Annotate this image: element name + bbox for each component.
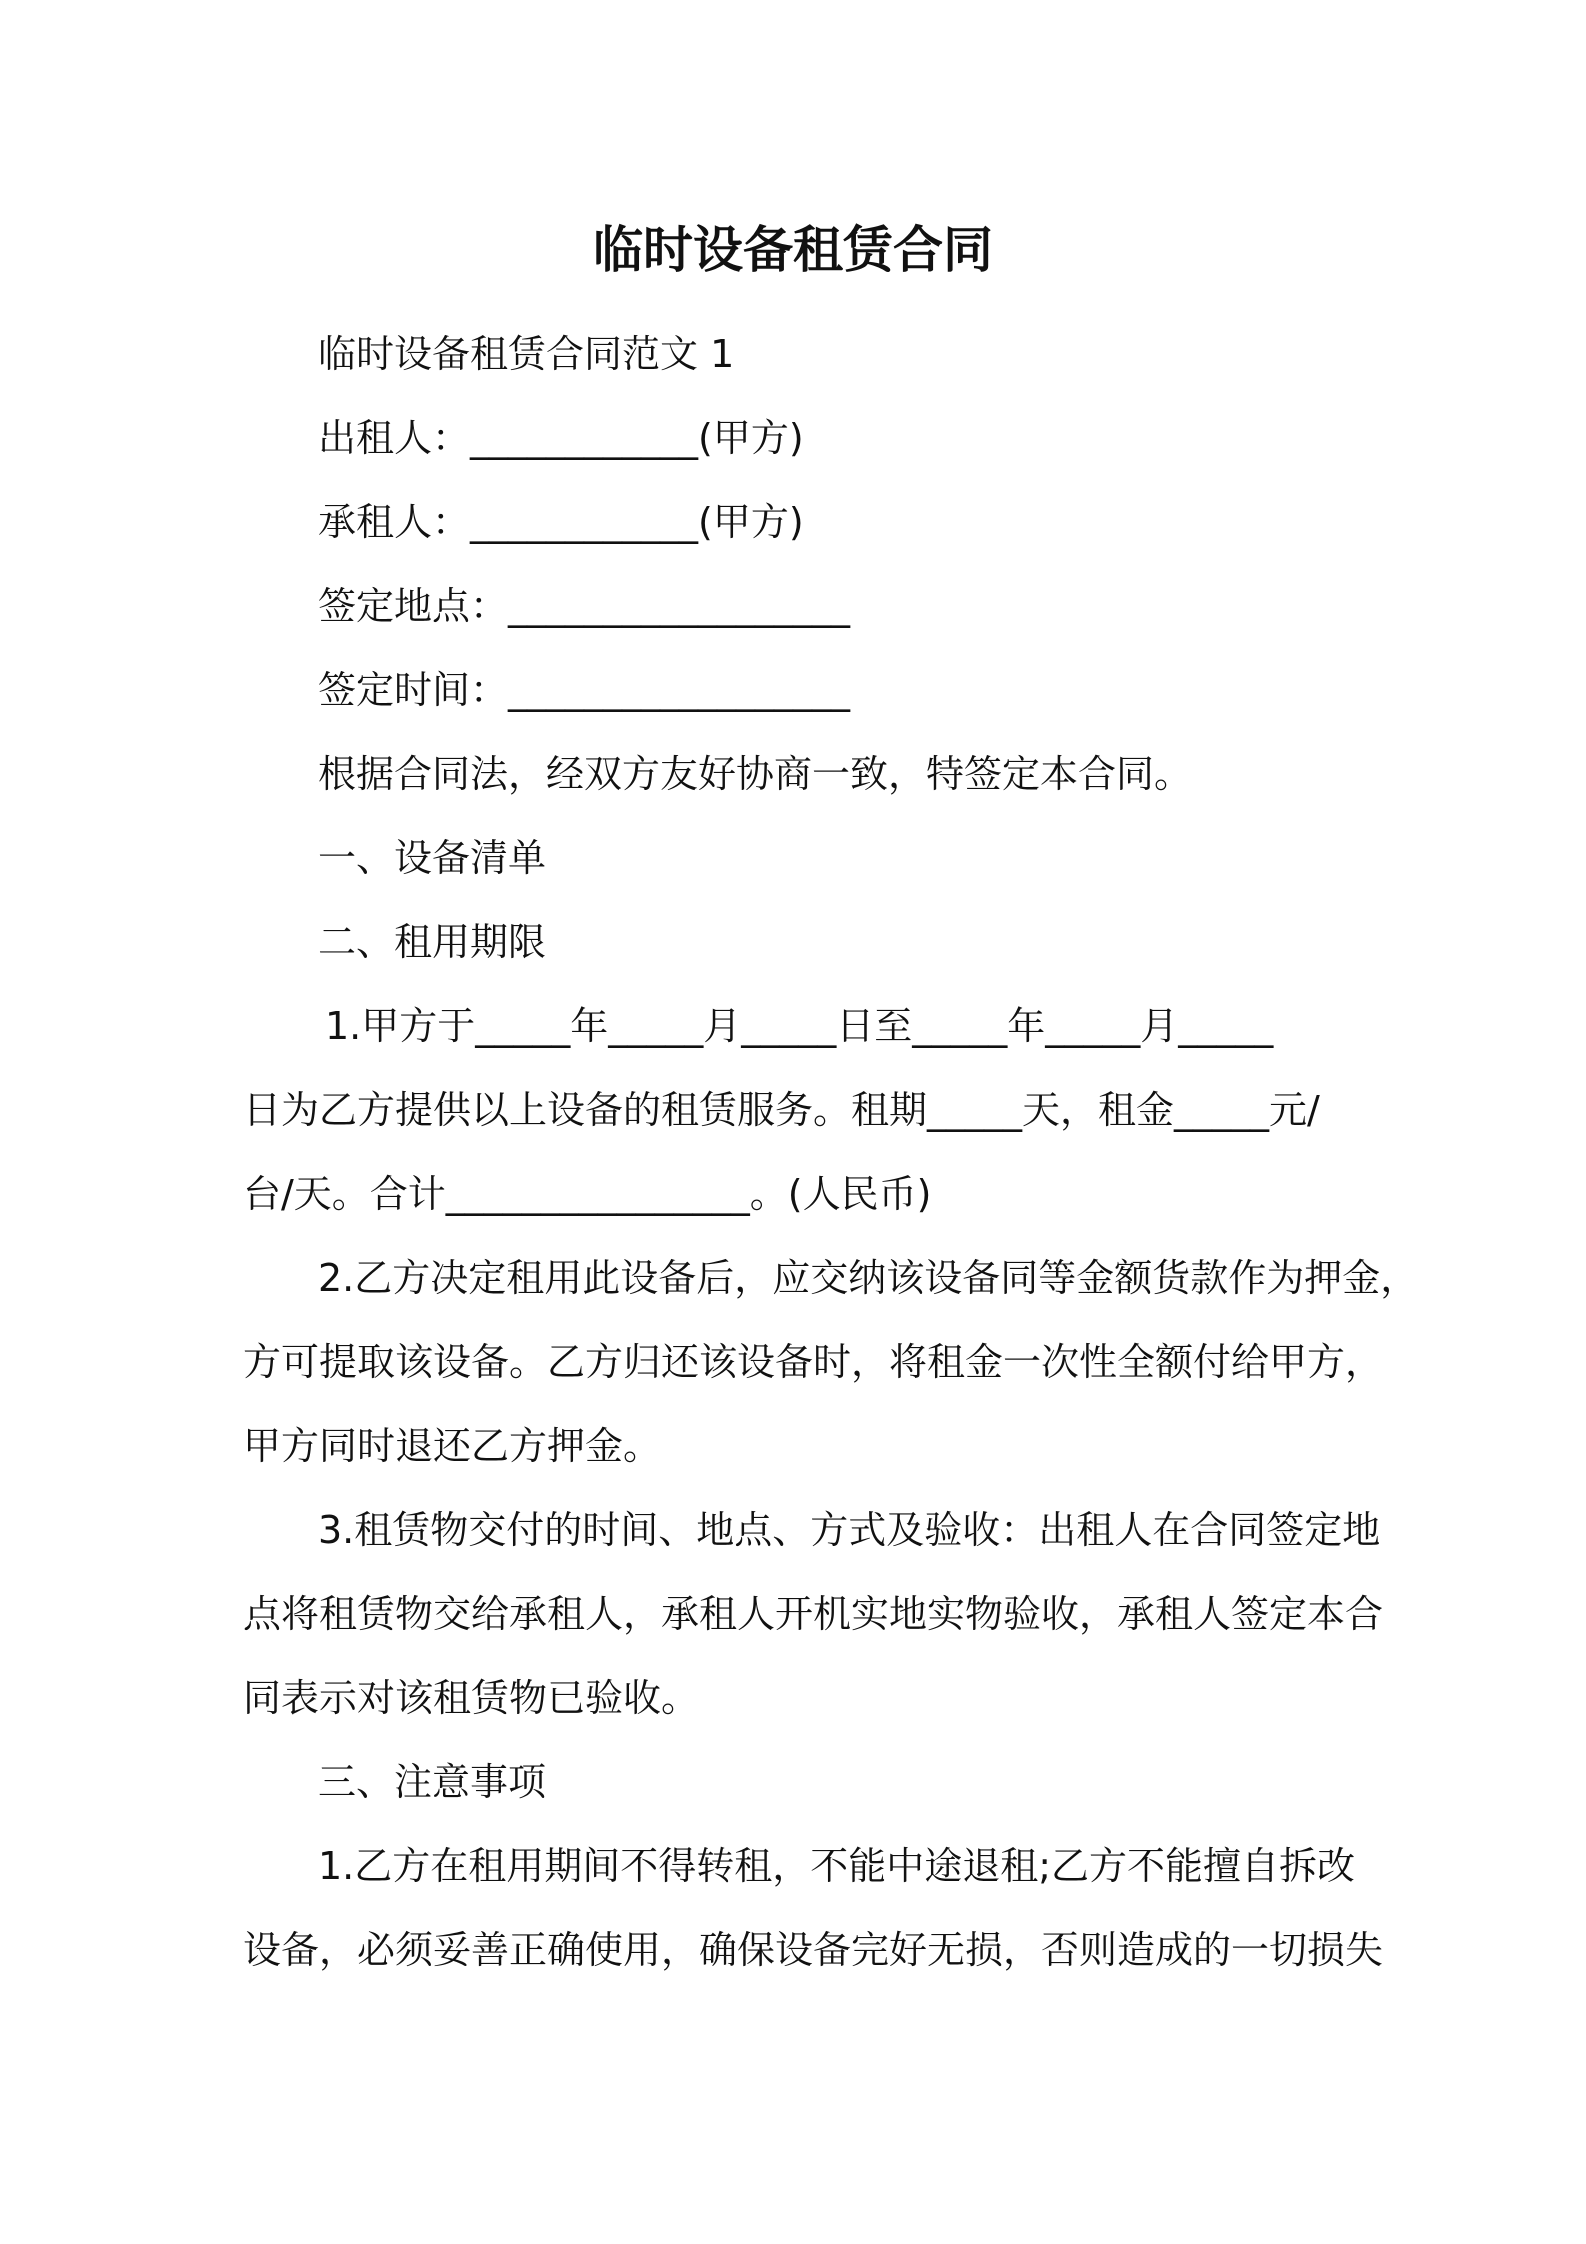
clause-3-1-line-1: 1.乙方在租用期间不得转租，不能中途退租;乙方不能擅自拆改 (318, 1844, 1356, 1888)
document-title: 临时设备租赁合同 (593, 221, 993, 279)
clause-2-2-line-3: 甲方同时退还乙方押金。 (243, 1424, 662, 1468)
section-heading-3: 三、注意事项 (318, 1760, 547, 1804)
preamble: 根据合同法，经双方友好协商一致，特签定本合同。 (318, 752, 1193, 796)
signing-time-field: 签定时间：__________________ (318, 668, 851, 712)
clause-2-2-line-1: 2.乙方决定租用此设备后，应交纳该设备同等金额货款作为押金， (318, 1256, 1419, 1300)
clause-2-2-line-2: 方可提取该设备。乙方归还该设备时，将租金一次性全额付给甲方， (243, 1340, 1384, 1384)
clause-2-3-line-3: 同表示对该租赁物已验收。 (243, 1676, 700, 1720)
subtitle: 临时设备租赁合同范文 1 (318, 332, 735, 376)
lessee-field: 承租人：____________(甲方) (318, 500, 804, 544)
clause-3-1-line-2: 设备，必须妥善正确使用，确保设备完好无损，否则造成的一切损失 (243, 1928, 1384, 1972)
clause-2-3-line-1: 3.租赁物交付的时间、地点、方式及验收：出租人在合同签定地 (318, 1508, 1381, 1552)
signing-place-field: 签定地点：__________________ (318, 584, 851, 628)
clause-2-1-line-3: 台/天。合计________________。(人民币) (243, 1172, 932, 1216)
clause-2-1-line-1: 1.甲方于_____年_____月_____日至_____年_____月_____ (325, 1004, 1274, 1048)
section-heading-2: 二、租用期限 (318, 920, 547, 964)
lessor-field: 出租人：____________(甲方) (318, 416, 804, 460)
section-heading-1: 一、设备清单 (318, 836, 547, 880)
clause-2-1-line-2: 日为乙方提供以上设备的租赁服务。租期_____天，租金_____元/ (243, 1088, 1320, 1132)
clause-2-3-line-2: 点将租赁物交给承租人，承租人开机实地实物验收，承租人签定本合 (243, 1592, 1384, 1636)
